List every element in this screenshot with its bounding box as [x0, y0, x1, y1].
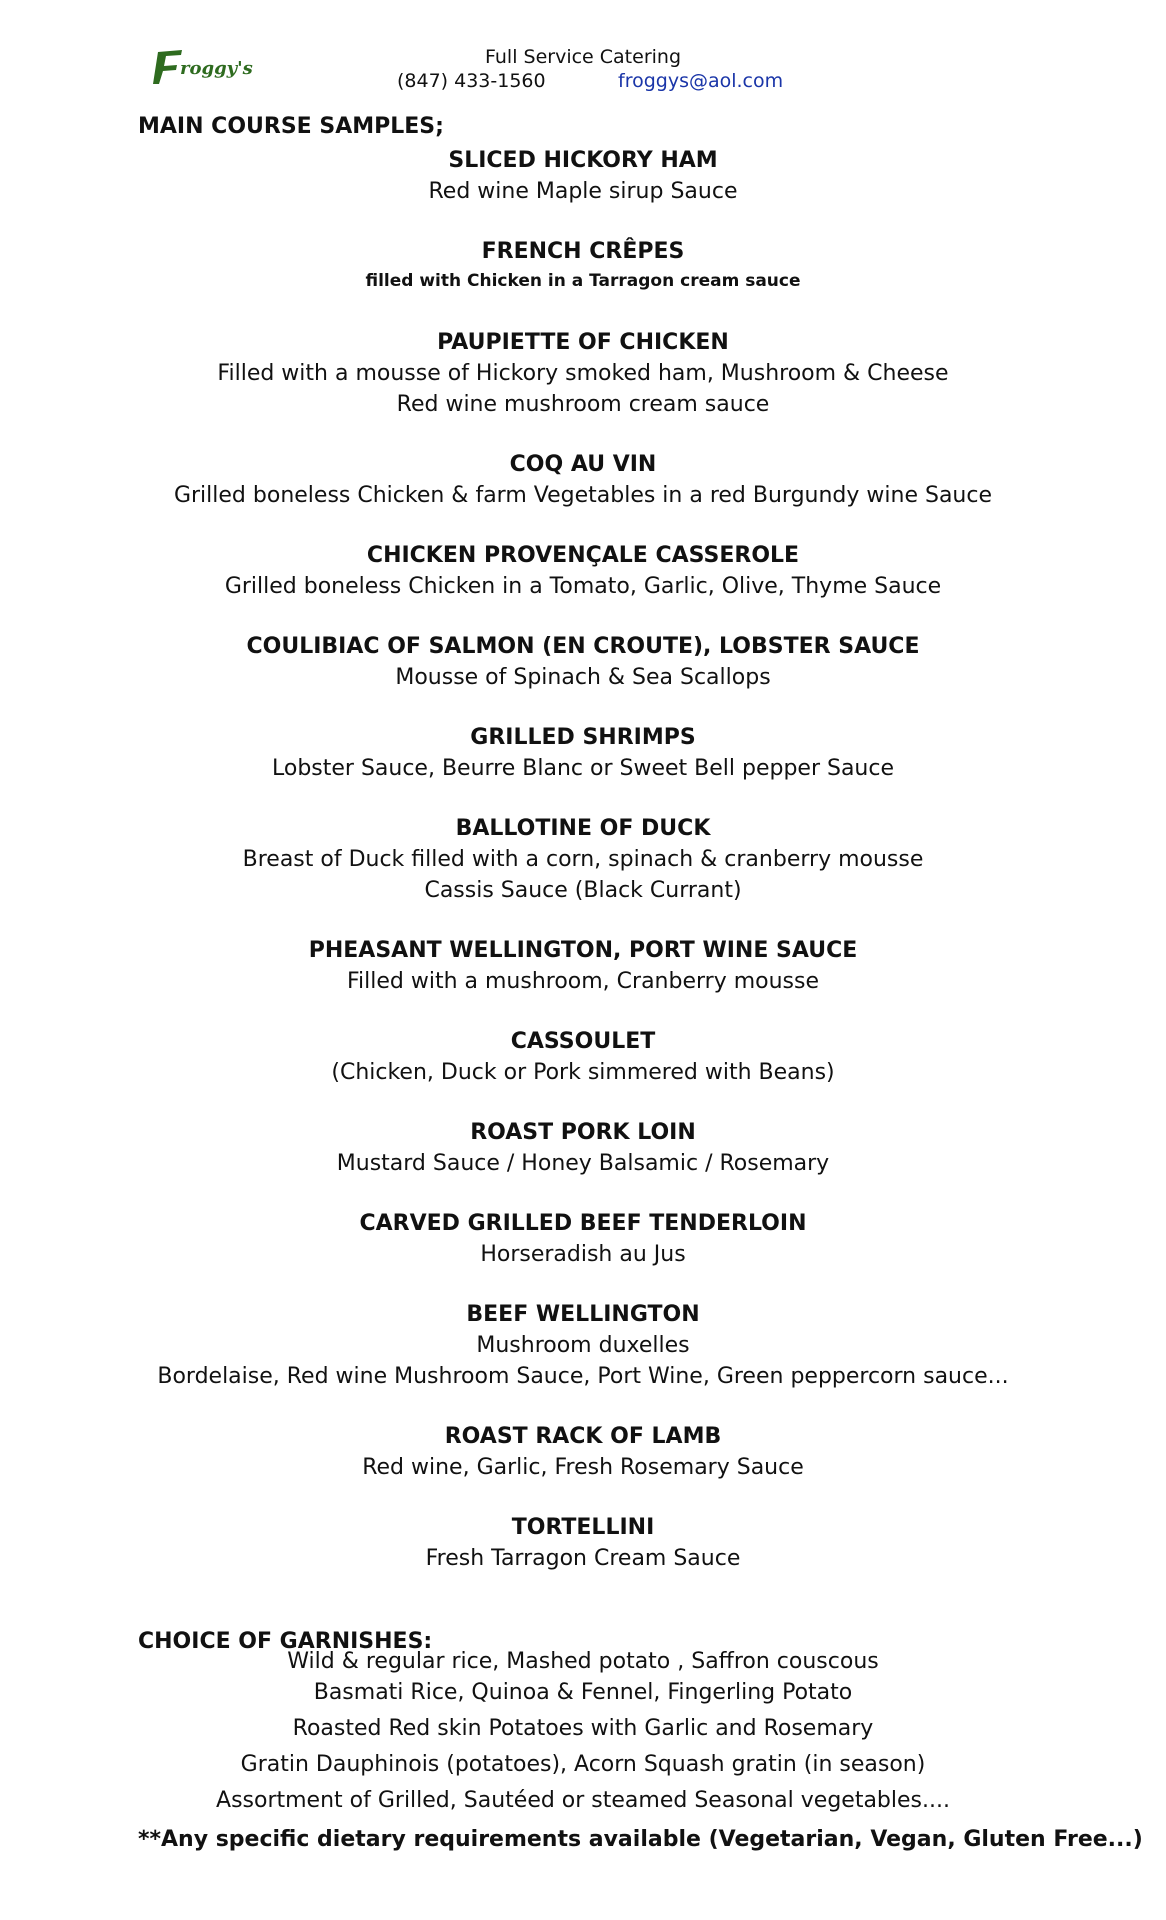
course-item [0, 722, 1166, 784]
dietary-note: **Any specific dietary requirements available (Vegetarian, Vegan, Gluten Free...) [138, 1827, 1143, 1852]
course-name: PHEASANT WELLINGTON, PORT WINE SAUCE [308, 938, 858, 963]
course-name: BALLOTINE OF DUCK [455, 816, 711, 841]
contact-row [0, 70, 1166, 97]
course-item [0, 1299, 1166, 1392]
course-description: Filled with a mousse of Hickory smoked ham, Mushroom & Cheese [217, 361, 949, 386]
course-item [0, 327, 1166, 420]
course-description: Lobster Sauce, Beurre Blanc or Sweet Bell pepper Sauce [271, 756, 894, 781]
course-name: ROAST RACK OF LAMB [444, 1424, 722, 1449]
course-item [0, 631, 1166, 693]
course-description: Filled with a mushroom, Cranberry mousse [346, 969, 820, 994]
course-description: Red wine, Garlic, Fresh Rosemary Sauce [362, 1455, 804, 1480]
course-description: Fresh Tarragon Cream Sauce [425, 1546, 741, 1571]
course-description: Mushroom duxelles [476, 1333, 690, 1358]
course-description: Cassis Sauce (Black Currant) [424, 878, 742, 903]
course-item [0, 935, 1166, 997]
course-description: Grilled boneless Chicken & farm Vegetables in a red Burgundy wine Sauce [173, 483, 993, 508]
course-description: Breast of Duck filled with a corn, spinach & cranberry mousse [242, 847, 924, 872]
course-description: Red wine Maple sirup Sauce [428, 179, 738, 204]
course-description: Red wine mushroom cream sauce [396, 392, 770, 417]
course-description: Mustard Sauce / Honey Balsamic / Rosemary [336, 1151, 830, 1176]
course-item [0, 449, 1166, 511]
course-name: BEEF WELLINGTON [466, 1302, 700, 1327]
course-name: SLICED HICKORY HAM [448, 148, 718, 173]
garnish-item: Basmati Rice, Quinoa & Fennel, Fingerling Potato [313, 1680, 853, 1705]
course-name: COQ AU VIN [509, 452, 657, 477]
course-description: Grilled boneless Chicken in a Tomato, Garlic, Olive, Thyme Sauce [224, 574, 942, 599]
phone-number: (847) 433-1560 [397, 70, 546, 92]
garnish-item: Gratin Dauphinois (potatoes), Acorn Squash gratin (in season) [240, 1752, 926, 1777]
header-tagline: Full Service Catering [484, 46, 682, 68]
course-name: CASSOULET [510, 1029, 656, 1054]
svg-text:roggy's: roggy's [180, 58, 253, 79]
garnish-item: Wild & regular rice, Mashed potato , Saffron couscous [287, 1649, 879, 1674]
course-item [0, 1512, 1166, 1574]
course-description: Mousse of Spinach & Sea Scallops [395, 665, 771, 690]
course-description: (Chicken, Duck or Pork simmered with Beans) [331, 1060, 835, 1085]
course-name: COULIBIAC OF SALMON (EN CROUTE), LOBSTER SAUCE [246, 634, 920, 659]
course-name: CHICKEN PROVENÇALE CASSEROLE [366, 543, 800, 568]
course-description: Bordelaise, Red wine Mushroom Sauce, Port Wine, Green peppercorn sauce... [157, 1364, 1009, 1389]
course-name: ROAST PORK LOIN [470, 1120, 696, 1145]
course-name: PAUPIETTE OF CHICKEN [437, 330, 729, 355]
course-item [0, 1117, 1166, 1179]
garnish-list [0, 1646, 1166, 1816]
email-link[interactable]: froggys@aol.com [618, 70, 784, 92]
course-list [0, 145, 1166, 1603]
course-name: TORTELLINI [511, 1515, 655, 1540]
garnish-heading: CHOICE OF GARNISHES: [138, 1629, 433, 1654]
course-item [0, 236, 1166, 295]
course-description: Horseradish au Jus [480, 1242, 686, 1267]
course-item [0, 540, 1166, 602]
course-item [0, 1421, 1166, 1483]
garnish-item: Assortment of Grilled, Sautéed or steamed Seasonal vegetables.... [216, 1788, 950, 1813]
main-course-heading: MAIN COURSE SAMPLES; [138, 114, 444, 139]
course-item [0, 1208, 1166, 1270]
course-item [0, 145, 1166, 207]
course-item [0, 813, 1166, 906]
garnish-item: Roasted Red skin Potatoes with Garlic and Rosemary [292, 1716, 874, 1741]
course-description: filled with Chicken in a Tarragon cream sauce [365, 271, 801, 291]
course-item [0, 1026, 1166, 1088]
course-name: FRENCH CRÊPES [481, 239, 685, 264]
course-name: CARVED GRILLED BEEF TENDERLOIN [359, 1211, 807, 1236]
course-name: GRILLED SHRIMPS [470, 725, 696, 750]
